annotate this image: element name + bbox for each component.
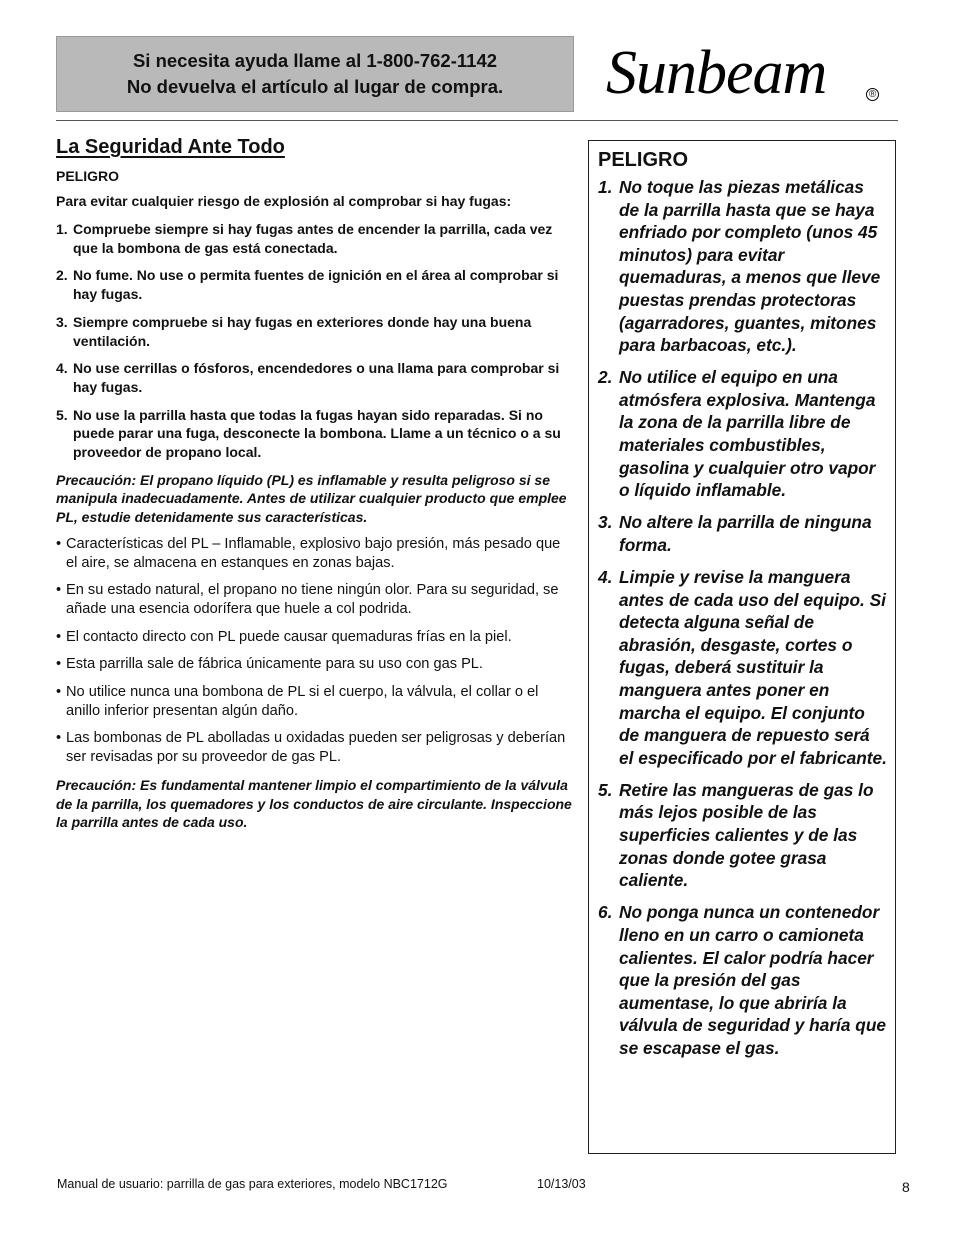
list-item bbox=[56, 628, 572, 647]
section-title: La Seguridad Ante Todo bbox=[56, 136, 285, 158]
list-item bbox=[598, 176, 887, 357]
registered-mark: ® bbox=[866, 88, 879, 101]
item-number: 2. bbox=[56, 267, 68, 284]
danger-list bbox=[598, 176, 887, 1059]
list-item bbox=[56, 581, 572, 618]
item-text: Siempre compruebe si hay fugas en exteriores donde hay una buena ventilación. bbox=[73, 313, 532, 349]
item-text: No utilice el equipo en una atmósfera explosiva. Mantenga la zona de la parrilla libre de materiales combustibles, gasolina y cualquier otro vapor o líquido inflamable. bbox=[619, 367, 876, 501]
item-number: 6. bbox=[598, 902, 613, 923]
list-item bbox=[56, 359, 572, 396]
list-item bbox=[56, 683, 572, 720]
sunbeam-logo bbox=[606, 30, 906, 118]
item-number: 1. bbox=[598, 177, 613, 197]
item-text: Características del PL – Inflamable, explosivo bajo presión, más pesado que el aire, se almacena en estanques en zonas bajas. bbox=[66, 535, 561, 571]
bullet: • bbox=[56, 730, 62, 747]
item-number: 5. bbox=[598, 779, 613, 800]
footer-date: 10/13/03 bbox=[537, 1177, 586, 1191]
safety-section bbox=[56, 134, 572, 840]
item-number: 5. bbox=[56, 406, 68, 423]
list-item bbox=[598, 901, 887, 1059]
leak-intro: Para evitar cualquier riesgo de explosión al comprobar si hay fugas: bbox=[56, 193, 512, 209]
list-item bbox=[56, 535, 572, 572]
item-number: 4. bbox=[56, 360, 68, 377]
list-item bbox=[56, 266, 572, 303]
bullet: • bbox=[56, 684, 62, 701]
danger-title: PELIGRO bbox=[598, 149, 689, 171]
item-text: Esta parrilla sale de fábrica únicamente para su uso con gas PL. bbox=[66, 656, 483, 673]
leak-check-list bbox=[56, 220, 572, 462]
logo-wordmark: Sunbeam bbox=[606, 39, 827, 107]
bullet: • bbox=[56, 535, 62, 552]
item-number: 1. bbox=[56, 221, 68, 237]
item-text: En su estado natural, el propano no tiene ningún olor. Para su seguridad, se añade una esencia odorífera que huele a col podrida. bbox=[66, 582, 559, 617]
list-item bbox=[598, 779, 887, 892]
bullet: • bbox=[56, 628, 62, 645]
list-item bbox=[56, 220, 572, 257]
page-number: 8 bbox=[902, 1179, 910, 1195]
help-phone-line: Si necesita ayuda llame al 1-800-762-1142 bbox=[132, 50, 498, 71]
item-number: 3. bbox=[598, 512, 613, 533]
list-item bbox=[598, 511, 887, 556]
caution-note-cleaning: Precaución: Es fundamental mantener limpio el compartimiento de la válvula de la parrilla, los quemadores y los conductos de aire circulante. Inspeccione la parrilla antes de cada uso. bbox=[56, 776, 572, 831]
caution-note: Precaución: El propano líquido (PL) es inflamable y resulta peligroso si se manipula inadecuadamente. Antes de utilizar cualquier producto que emplee PL, estudie detenidamente sus características. bbox=[56, 471, 567, 526]
list-item bbox=[56, 655, 572, 674]
danger-box bbox=[588, 140, 896, 1154]
header-divider bbox=[56, 120, 898, 121]
bullet: • bbox=[56, 656, 62, 673]
list-item bbox=[56, 313, 572, 350]
item-text: Limpie y revise la manguera antes de cada uso del equipo. Si detecta alguna señal de abrasión, desgaste, cortes o fugas, deberá sustituir la manguera antes poner en marcha el equipo. El conjunto de manguera de repuesto será el especificado por el fabricante. bbox=[619, 567, 887, 768]
item-text: Compruebe siempre si hay fugas antes de encender la parrilla, cada vez que la bombona de gas está conectada. bbox=[73, 221, 553, 256]
help-banner bbox=[56, 36, 574, 112]
list-item bbox=[56, 729, 572, 766]
item-number: 4. bbox=[598, 567, 613, 587]
item-text: El contacto directo con PL puede causar quemaduras frías en la piel. bbox=[66, 628, 512, 645]
item-text: Las bombonas de PL abolladas u oxidadas pueden ser peligrosas y deberían ser revisadas por su proveedor de gas PL. bbox=[66, 730, 566, 766]
propane-facts-list bbox=[56, 535, 572, 767]
item-text: No utilice nunca una bombona de PL si el cuerpo, la válvula, el collar o el anillo inferior presentan algún daño. bbox=[66, 684, 539, 719]
help-return-line: No devuelva el artículo al lugar de compra. bbox=[126, 76, 504, 97]
item-text: No altere la parrilla de ninguna forma. bbox=[619, 512, 872, 555]
item-text: No use la parrilla hasta que todas la fugas hayan sido reparadas. Si no puede parar una fuga, desconecte la bombona. Llame a un técnico o a su proveedor de propano local. bbox=[73, 406, 561, 461]
list-item bbox=[598, 366, 887, 502]
footer-manual-title: Manual de usuario: parrilla de gas para exteriores, modelo NBC1712G bbox=[57, 1177, 448, 1191]
item-text: No use cerrillas o fósforos, encendedores o una llama para comprobar si hay fugas. bbox=[73, 360, 560, 395]
item-text: Retire las mangueras de gas lo más lejos posible de las superficies calientes y de las zonas donde gotee grasa caliente. bbox=[619, 779, 874, 891]
item-text: No fume. No use o permita fuentes de ignición en el área al comprobar si hay fugas. bbox=[73, 267, 559, 303]
danger-subheading: PELIGRO bbox=[56, 168, 120, 184]
item-number: 3. bbox=[56, 313, 68, 330]
item-text: No toque las piezas metálicas de la parrilla hasta que se haya enfriado por completo (unos 45 minutos) para evitar quemaduras, a menos que lleve puestas prendas protectoras (agarradores, guantes, mitones para barbacoas, etc.). bbox=[619, 177, 881, 356]
item-number: 2. bbox=[598, 367, 613, 388]
item-text: No ponga nunca un contenedor lleno en un carro o camioneta calientes. El calor podría hacer que la presión del gas aumentase, lo que abriría la válvula de seguridad y haría que se escapase el gas. bbox=[619, 902, 886, 1058]
bullet: • bbox=[56, 582, 62, 599]
list-item bbox=[56, 406, 572, 462]
list-item bbox=[598, 566, 887, 769]
